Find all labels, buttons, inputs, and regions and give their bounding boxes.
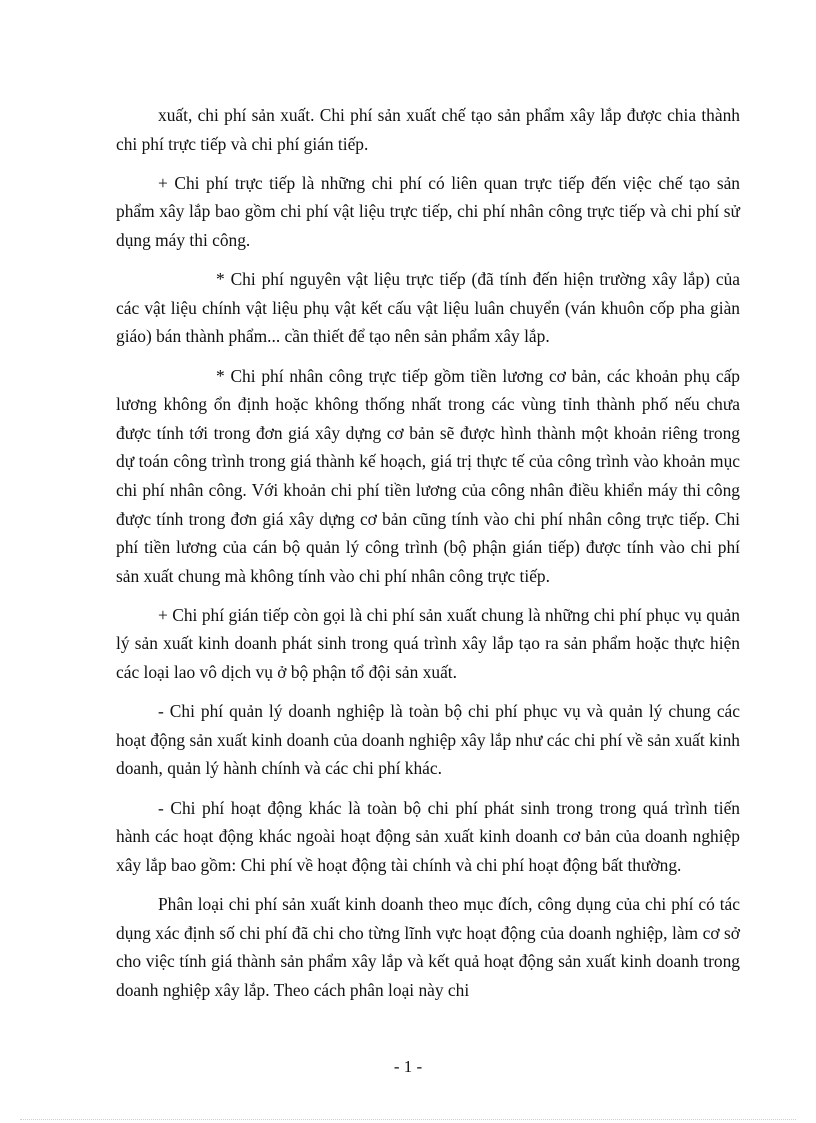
document-body: [116, 101, 740, 1015]
paragraph-labor-costs: * Chi phí nhân công trực tiếp gồm tiền lương cơ bản, các khoản phụ cấp lương không ổn định hoặc không thống nhất trong các vùng tỉnh thành phố nếu chưa được tính tới trong đơn giá xây dựng cơ bản sẽ được hình thành một khoản riêng trong dự toán công trình trong giá thành kế hoạch, giá trị thực tế của công trình vào khoản mục chi phí nhân công. Với khoản chi phí tiền lương của công nhân điều khiển máy thi công được tính trong đơn giá xây dựng cơ bản cũng tính vào chi phí nhân công trực tiếp. Chi phí tiền lương của cán bộ quản lý công trình (bộ phận gián tiếp) được tính vào chi phí sản xuất chung mà không tính vào chi phí nhân công trực tiếp.: [116, 365, 740, 586]
paragraph-material-costs: * Chi phí nguyên vật liệu trực tiếp (đã tính đến hiện trường xây lắp) của các vật liệu chính vật liệu phụ vật kết cấu vật liệu luân chuyển (ván khuôn cốp pha giàn giáo) bán thành phẩm... cần thiết để tạo nên sản phẩm xây lắp.: [116, 269, 740, 347]
page-number: - 1 -: [393, 1057, 423, 1076]
paragraph-direct-costs: + Chi phí trực tiếp là những chi phí có liên quan trực tiếp đến việc chế tạo sản phẩm xây lắp bao gồm chi phí vật liệu trực tiếp, chi phí nhân công trực tiếp và chi phí sử dụng máy thi công.: [116, 172, 740, 250]
paragraph-other-costs: - Chi phí hoạt động khác là toàn bộ chi phí phát sinh trong trong quá trình tiến hành các hoạt động khác ngoài hoạt động sản xuất kinh doanh cơ bản của doanh nghiệp xây lắp bao gồm: Chi phí về hoạt động tài chính và chi phí hoạt động bất thường.: [116, 797, 740, 875]
paragraph-indirect-costs: + Chi phí gián tiếp còn gọi là chi phí sản xuất chung là những chi phí phục vụ quản lý sản xuất kinh doanh phát sinh trong quá trình xây lắp tạo ra sản phẩm hoặc thực hiện các loại lao vô dịch vụ ở bộ phận tổ đội sản xuất.: [116, 604, 740, 683]
page-bottom-border: [20, 1119, 796, 1120]
paragraph-management-costs: - Chi phí quản lý doanh nghiệp là toàn bộ chi phí phục vụ và quản lý chung các hoạt động sản xuất kinh doanh của doanh nghiệp xây lắp như các chi phí về sản xuất kinh doanh, quản lý hành chính và các chi phí khác.: [116, 701, 740, 779]
paragraph-continued: xuất, chi phí sản xuất. Chi phí sản xuất chế tạo sản phẩm xây lắp được chia thành chi phí trực tiếp và chi phí gián tiếp.: [116, 105, 740, 154]
paragraph-classification: Phân loại chi phí sản xuất kinh doanh theo mục đích, công dụng của chi phí có tác dụng xác định số chi phí đã chi cho từng lĩnh vực hoạt động của doanh nghiệp, làm cơ sở cho việc tính giá thành sản phẩm xây lắp và kết quả hoạt động sản xuất kinh doanh trong doanh nghiệp xây lắp. Theo cách phân loại này chi: [116, 894, 740, 1000]
